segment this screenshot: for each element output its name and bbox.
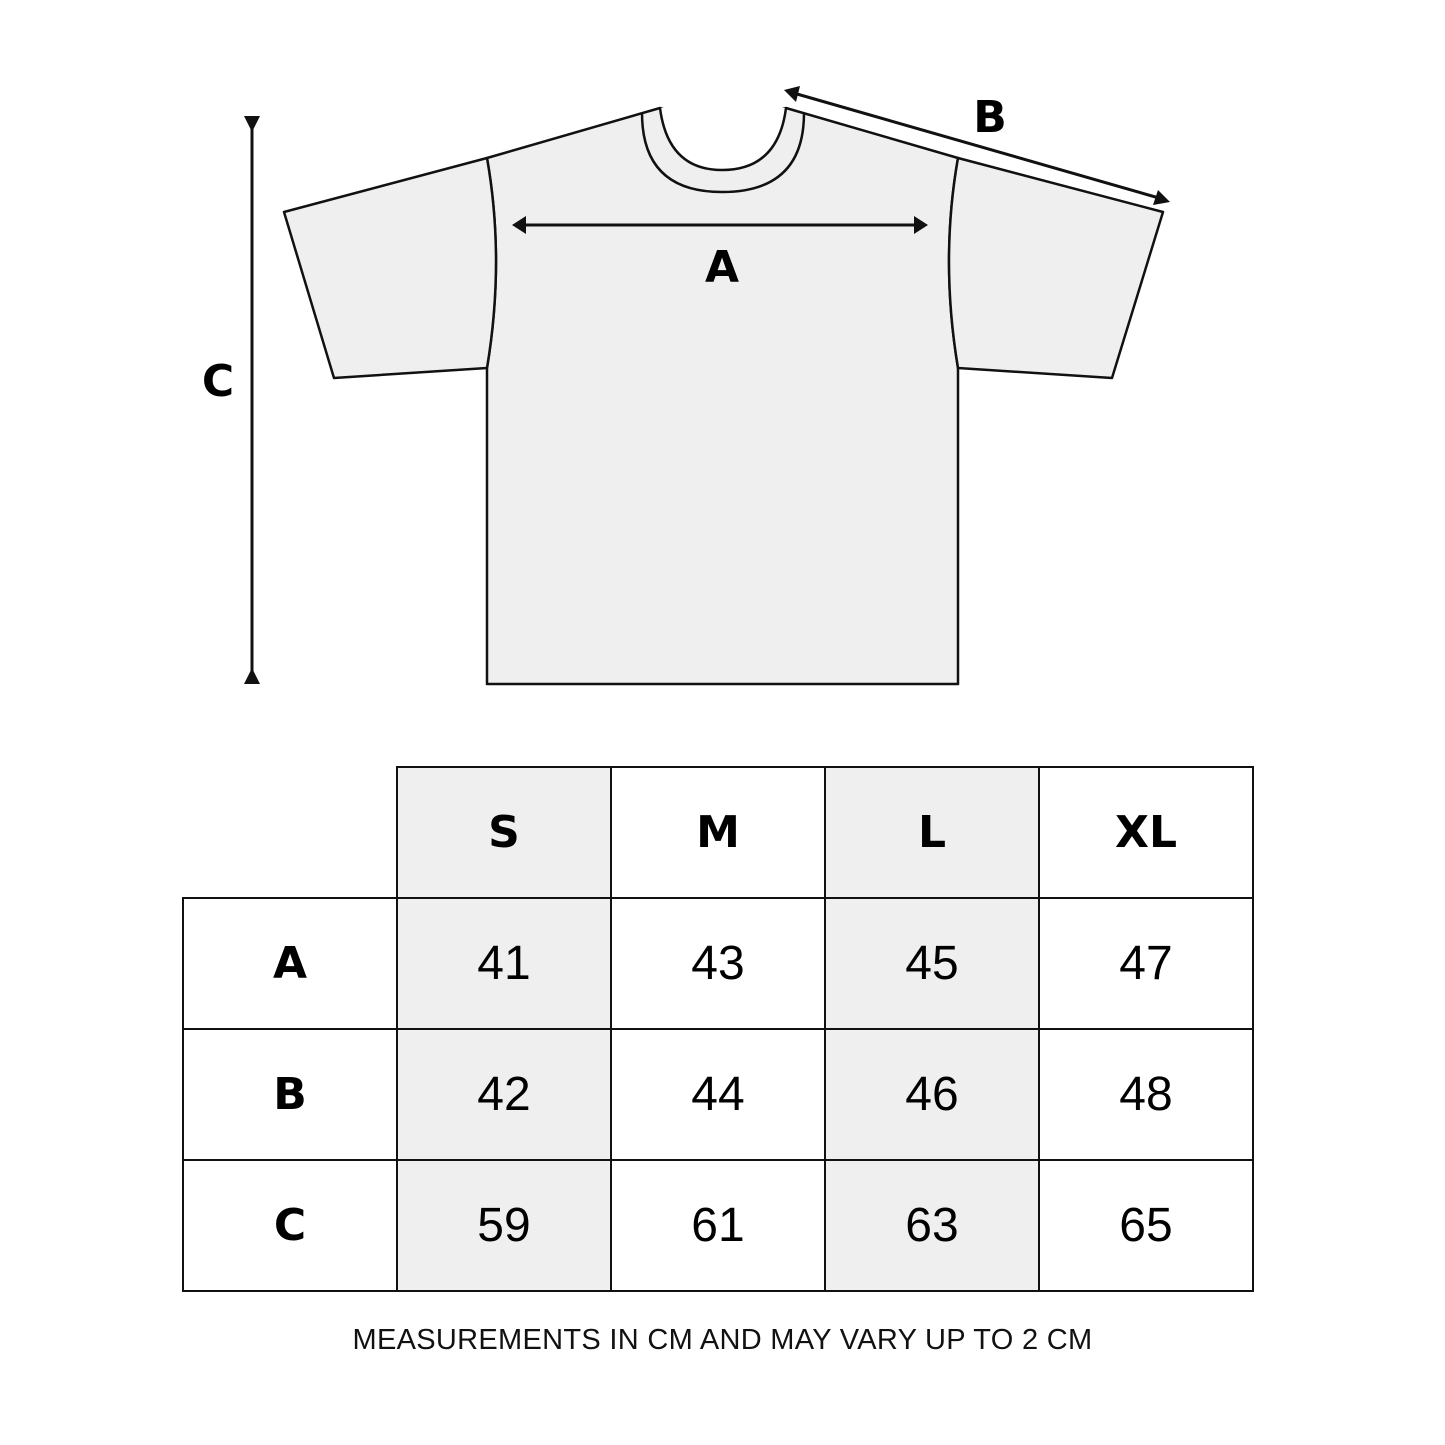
cell-value: 43 [691, 937, 745, 990]
size-header-m [611, 767, 825, 898]
cell-value: 61 [691, 1199, 745, 1252]
size-chart-table [182, 766, 1254, 1292]
table-cell [1039, 1029, 1253, 1160]
row-label-c [183, 1160, 397, 1291]
table-cell [611, 898, 825, 1029]
table-cell [825, 1029, 1039, 1160]
table-row-a [183, 898, 1253, 1029]
row-label: B [273, 1069, 307, 1120]
table-header-row [183, 767, 1253, 898]
table-cell [397, 1029, 611, 1160]
table-cell [1039, 1160, 1253, 1291]
table-cell [611, 1160, 825, 1291]
row-label: C [273, 1200, 307, 1251]
table-cell [825, 1160, 1039, 1291]
dimension-b-label: B [973, 92, 1007, 143]
dimension-a-label: A [704, 242, 740, 293]
table-cell [397, 898, 611, 1029]
row-label-a [183, 898, 397, 1029]
size-header-s [397, 767, 611, 898]
tshirt-body [487, 108, 958, 684]
dimension-c-label: C [201, 356, 235, 407]
cell-value: 65 [1119, 1199, 1173, 1252]
table-row-b [183, 1029, 1253, 1160]
tshirt-outline [284, 108, 1163, 684]
size-header-label: S [488, 807, 520, 858]
size-header-xl [1039, 767, 1253, 898]
cell-value: 63 [905, 1199, 959, 1252]
cell-value: 46 [905, 1068, 959, 1121]
cell-value: 45 [905, 937, 959, 990]
row-label-b [183, 1029, 397, 1160]
size-header-label: L [917, 807, 947, 858]
cell-value: 59 [477, 1199, 531, 1252]
table-row-c [183, 1160, 1253, 1291]
table-corner-empty [183, 767, 397, 898]
size-header-label: M [696, 807, 740, 858]
row-label: A [272, 938, 308, 989]
cell-value: 41 [477, 937, 531, 990]
cell-value: 48 [1119, 1068, 1173, 1121]
table-cell [611, 1029, 825, 1160]
cell-value: 44 [691, 1068, 745, 1121]
size-header-l [825, 767, 1039, 898]
table-cell [1039, 898, 1253, 1029]
table-cell [397, 1160, 611, 1291]
tshirt-left-sleeve [284, 158, 496, 378]
dimension-c-arrow [244, 116, 260, 684]
cell-value: 42 [477, 1068, 531, 1121]
measurement-footnote: MEASUREMENTS IN CM AND MAY VARY UP TO 2 CM [352, 1324, 1093, 1356]
size-header-label: XL [1115, 807, 1177, 858]
cell-value: 47 [1119, 937, 1173, 990]
table-cell [825, 898, 1039, 1029]
